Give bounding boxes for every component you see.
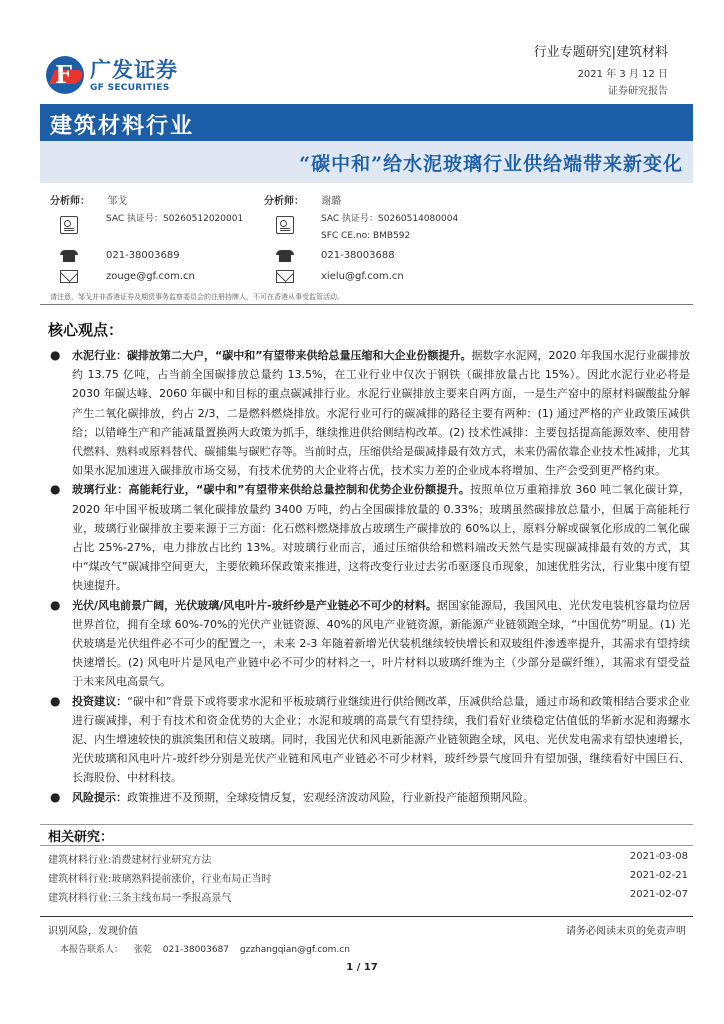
- related-item-date: 2021-02-07: [629, 889, 688, 900]
- related-item-title[interactable]: 建筑材料行业:消费建材行业研究方法: [48, 855, 212, 866]
- analyst-1-phone: 021-38003689: [106, 250, 180, 261]
- related-item[interactable]: [48, 870, 688, 890]
- divider: [40, 845, 693, 846]
- analyst-1-heading: [50, 192, 127, 207]
- bullet-icon: ●: [50, 597, 61, 612]
- analyst-label: 分析师：: [50, 196, 90, 207]
- core-title: 核心观点：: [48, 321, 124, 339]
- related-item-title[interactable]: 建筑材料行业:三条主线布局一季报高景气: [48, 893, 232, 904]
- bullet-icon: ●: [50, 693, 61, 708]
- related-item[interactable]: [48, 889, 688, 909]
- report-type: 证券研究报告: [608, 86, 668, 97]
- core-bullet: ● 水泥行业：碳排放第二大户，“碳中和”有望带来供给总量压缩和大企业份额提升。据数字水泥网，2020 年我国水泥行业碳排放约 13.75 亿吨，占当前全国碳排放总量约 13.5%，在工业行业中仅次于钢铁（碳排放量占比 15%）。因此水泥行业必将是 2030 年碳达峰、2060 年碳中和目标的重点碳减排行业。水泥行业碳排放主要来自两方面，一是生产窑中的原材料碳酸盐分解产生二氧化碳排放，约占 2/3，二是燃料燃烧排放。水泥行业可行的碳减排的路径主要有两种：(1) 通过严格的产业政策压减供给；以错峰生产和产能减量置换两大政策为抓手，继续推进供给侧结构改革。(2) 技术性减排：主要包括提高能源效率、使用替代燃料、熟料或原料替代、碳捕集与碳贮存等。当前时点，压缩供给是碳减排最有效方式，未来仍需依靠企业技术性减排，尤其如果水泥加速进入碳排放市场交易，有技术优势的大企业将占优，技术实力差的企业成本将增加、生产会受到更严格约束。: [50, 348, 690, 478]
- industry-banner: [40, 104, 693, 141]
- report-category: 行业专题研究|建筑材料: [533, 45, 668, 60]
- report-title: “碳中和”给水泥玻璃行业供给端带来新变化: [299, 153, 683, 175]
- contact-phone: 021-38003687: [162, 945, 230, 955]
- title-bar: [40, 141, 693, 183]
- core-bullets: [50, 346, 690, 807]
- bullet-icon: ●: [50, 789, 61, 804]
- divider: [40, 304, 693, 305]
- core-bullet: ● 玻璃行业：高能耗行业，“碳中和”有望带来供给总量控制和优势企业份额提升。按照单位万重箱排放 360 吨二氧化碳计算，2020 年中国平板玻璃二氧化碳排放量约 3400 万吨，约占全国碳排放量的 0.33%；玻璃虽然碳排放总量小，但属于高能耗行业，玻璃行业碳排放主要来源于三方面：化石燃料燃烧排放占玻璃生产碳排放的 60%以上，原料分解或碳氧化形成的二氧化碳占比 25%-27%，电力排放占比约 13%。对玻璃行业而言，通过压缩供给和燃料端改天然气是实现碳减排最有效的方式，其中“煤改气”碳减排空间更大，主要依赖环保政策来推进，这将改变行业过去劣币驱逐良币现象，加速优胜劣汰，行业集中度有望快速提升。: [50, 482, 690, 593]
- core-bullet: ● 风险提示：政策推进不及预期，全球疫情反复，宏观经济波动风险，行业新投产能超预期风险。: [50, 788, 690, 807]
- related-item-date: 2021-03-08: [629, 851, 688, 862]
- core-bullet: ● 光伏/风电前景广阔，光伏玻璃/风电叶片-玻纤纱是产业链必不可少的材料。据国家能源局，我国风电、光伏发电装机容量均位居世界首位，拥有全球 60%-70%的光伏产业链资源、40%的风电产业链资源，新能源产业链领跑全球，“中国优势”明显。(1) 光伏玻璃是光伏组件必不可少的配置之一，未来 2-3 年随着新增光伏装机继续较快增长和双玻组件渗透率提升，其需求有望持续快速增长。(2) 风电叶片是风电产业链中必不可少的材料之一，叶片材料以玻璃纤维为主（少部分是碳纤维），其需求有望受益于未来风电高景气。: [50, 597, 690, 689]
- bullet-icon: ●: [50, 482, 61, 497]
- related-item-date: 2021-02-21: [629, 870, 688, 881]
- mail-icon: [276, 270, 294, 283]
- analyst-2-sac: SAC 执证号：S0260514080004: [321, 214, 459, 224]
- analyst-2-sfc: SFC CE.no: BMB592: [321, 231, 411, 241]
- related-item-title[interactable]: 建筑材料行业:玻璃熟料提前涨价，行业布局正当时: [48, 874, 272, 885]
- footer-divider: [40, 916, 693, 917]
- report-date: 2021 年 3 月 12 日: [577, 69, 668, 80]
- footer-slogan: 识别风险，发现价值: [48, 926, 138, 937]
- contact-name: 张乾: [133, 945, 152, 955]
- logo-cn: 广发证券: [90, 58, 178, 82]
- analyst-name: 谢璐: [321, 196, 342, 207]
- bullet-icon: ●: [50, 348, 61, 362]
- related-item[interactable]: [48, 851, 688, 871]
- divider: [40, 824, 693, 825]
- report-contact: [60, 942, 358, 955]
- contact-email[interactable]: gzzhangqian@gf.com.cn: [239, 945, 350, 955]
- mail-icon: [60, 270, 78, 283]
- phone-icon: [276, 250, 294, 262]
- phone-icon: [60, 250, 78, 262]
- core-bullet: ● 投资建议：“碳中和”背景下或将要求水泥和平板玻璃行业继续进行供给侧改革，压减供给总量，通过市场和政策相结合要求企业进行碳减排，利于有技术和资金优势的大企业；水泥和玻璃的高景气有望持续，我们看好业绩稳定估值低的华新水泥和海螺水泥、内生增速较快的旗滨集团和信义玻璃。同时，我国光伏和风电新能源产业链领跑全球，风电、光伏发电需求有望快速增长，光伏玻璃和风电叶片-玻纤纱分别是光伏产业链和风电产业链必不可少材料，玻纤纱景气度回升有望加强，继续看好中国巨石、长海股份、中材科技。: [50, 693, 691, 785]
- analyst-2-phone: 021-38003688: [321, 250, 395, 261]
- gf-logo-icon: F: [46, 56, 84, 94]
- footer-notice: 请务必阅读末页的免责声明: [566, 926, 686, 937]
- related-title: 相关研究：: [48, 830, 114, 845]
- analyst-1-sac: SAC 执证号：S0260512020001: [106, 214, 244, 224]
- logo-en: GF SECURITIES: [90, 83, 170, 93]
- analyst-2-email[interactable]: xielu@gf.com.cn: [321, 271, 404, 282]
- id-card-icon: [276, 216, 294, 234]
- page-number: 1 / 17: [346, 962, 378, 973]
- contact-label: 本报告联系人：: [60, 945, 124, 955]
- id-card-icon: [60, 216, 78, 234]
- company-logo: [46, 56, 196, 96]
- analyst-1-email[interactable]: zouge@gf.com.cn: [106, 271, 195, 282]
- analyst-disclaimer: 请注意，邹戈并非香港证券及期货事务监察委员会的注册持牌人，不可在香港从事受监管活动。: [50, 293, 344, 301]
- analyst-name: 邹戈: [107, 196, 128, 207]
- analyst-2-heading: [264, 192, 341, 207]
- analyst-label: 分析师：: [264, 196, 304, 207]
- industry-title: 建筑材料行业: [50, 113, 195, 139]
